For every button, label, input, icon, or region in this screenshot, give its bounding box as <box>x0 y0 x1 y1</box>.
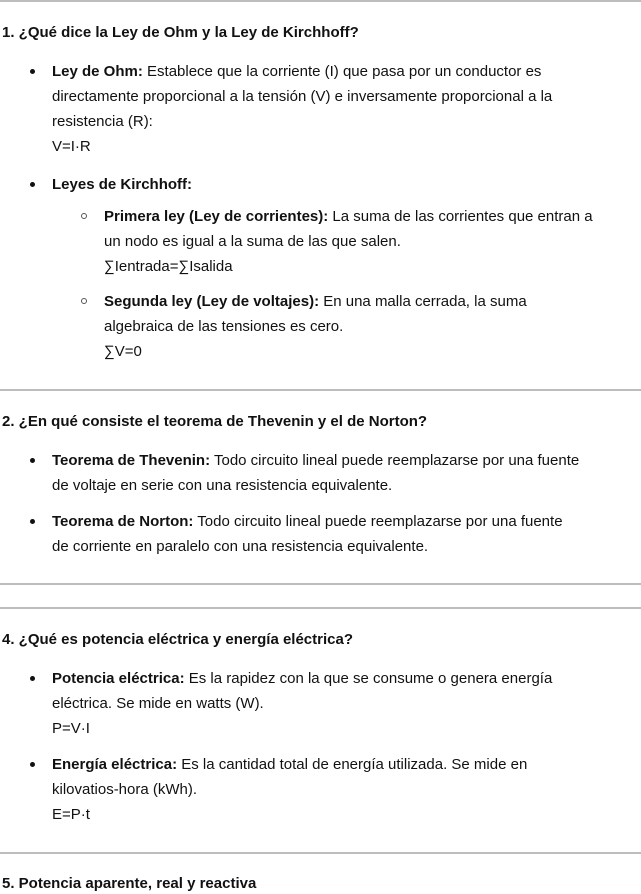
power-text-1: Es la rapidez con la que se consume o genera energía <box>184 670 553 687</box>
norton-label: Teorema de Norton: <box>52 513 194 530</box>
divider-1 <box>0 389 641 391</box>
norton-line-1 <box>52 509 563 534</box>
energy-line-2: kilovatios-hora (kWh). <box>52 781 198 798</box>
energy-formula: E=P·t <box>52 806 90 823</box>
bullet-first-law <box>81 213 87 219</box>
bullet-energy <box>30 762 35 767</box>
first-law-formula: ∑Ientrada=∑Isalida <box>104 258 233 275</box>
second-law-text-1: En una malla cerrada, la suma <box>319 293 527 310</box>
bullet-norton <box>30 519 35 524</box>
second-law-line-2: algebraica de las tensiones es cero. <box>104 318 344 335</box>
divider-3 <box>0 607 641 609</box>
thevenin-label: Teorema de Thevenin: <box>52 452 211 469</box>
norton-line-2: de corriente en paralelo con una resistencia equivalente. <box>52 538 429 555</box>
first-law-text-1: La suma de las corrientes que entran a <box>328 208 593 225</box>
ohm-line-3: resistencia (R): <box>52 113 153 130</box>
section-2-heading: 2. ¿En qué consiste el teorema de Thevenin y el de Norton? <box>2 413 428 430</box>
energy-text-1: Es la cantidad total de energía utilizada. Se mide en <box>177 756 528 773</box>
power-formula: P=V·I <box>52 720 90 737</box>
divider-2 <box>0 583 641 585</box>
first-law-label: Primera ley (Ley de corrientes): <box>104 208 329 225</box>
ohm-formula: V=I·R <box>52 138 91 155</box>
power-line-2: eléctrica. Se mide en watts (W). <box>52 695 264 712</box>
bullet-ohm <box>30 69 35 74</box>
first-law-line-1 <box>104 204 593 229</box>
norton-text-1: Todo circuito lineal puede reemplazarse por una fuente <box>193 513 563 530</box>
bullet-kirchhoff <box>30 182 35 187</box>
second-law-label: Segunda ley (Ley de voltajes): <box>104 293 320 310</box>
bullet-power <box>30 676 35 681</box>
second-law-formula: ∑V=0 <box>104 343 142 360</box>
power-label: Potencia eléctrica: <box>52 670 185 687</box>
second-law-line-1 <box>104 289 527 314</box>
kirchhoff-heading <box>52 172 192 197</box>
thevenin-line-1 <box>52 448 579 473</box>
kirchhoff-label: Leyes de Kirchhoff: <box>52 176 193 193</box>
ohm-text-1: Establece que la corriente (I) que pasa por un conductor es <box>142 63 542 80</box>
section-4-heading: 4. ¿Qué es potencia eléctrica y energía eléctrica? <box>2 631 353 648</box>
bullet-second-law <box>81 298 87 304</box>
energy-label: Energía eléctrica: <box>52 756 178 773</box>
ohm-line-1 <box>52 59 541 84</box>
top-divider <box>0 0 641 2</box>
first-law-line-2: un nodo es igual a la suma de las que salen. <box>104 233 401 250</box>
thevenin-line-2: de voltaje en serie con una resistencia equivalente. <box>52 477 393 494</box>
ohm-label: Ley de Ohm: <box>52 63 143 80</box>
bullet-thevenin <box>30 458 35 463</box>
ohm-line-2: directamente proporcional a la tensión (V) e inversamente proporcional a la <box>52 88 553 105</box>
divider-4 <box>0 852 641 854</box>
power-line-1 <box>52 666 552 691</box>
thevenin-text-1: Todo circuito lineal puede reemplazarse por una fuente <box>210 452 580 469</box>
section-5-heading: 5. Potencia aparente, real y reactiva <box>2 875 257 892</box>
energy-line-1 <box>52 752 527 777</box>
section-1-heading: 1. ¿Qué dice la Ley de Ohm y la Ley de Kirchhoff? <box>2 24 359 41</box>
